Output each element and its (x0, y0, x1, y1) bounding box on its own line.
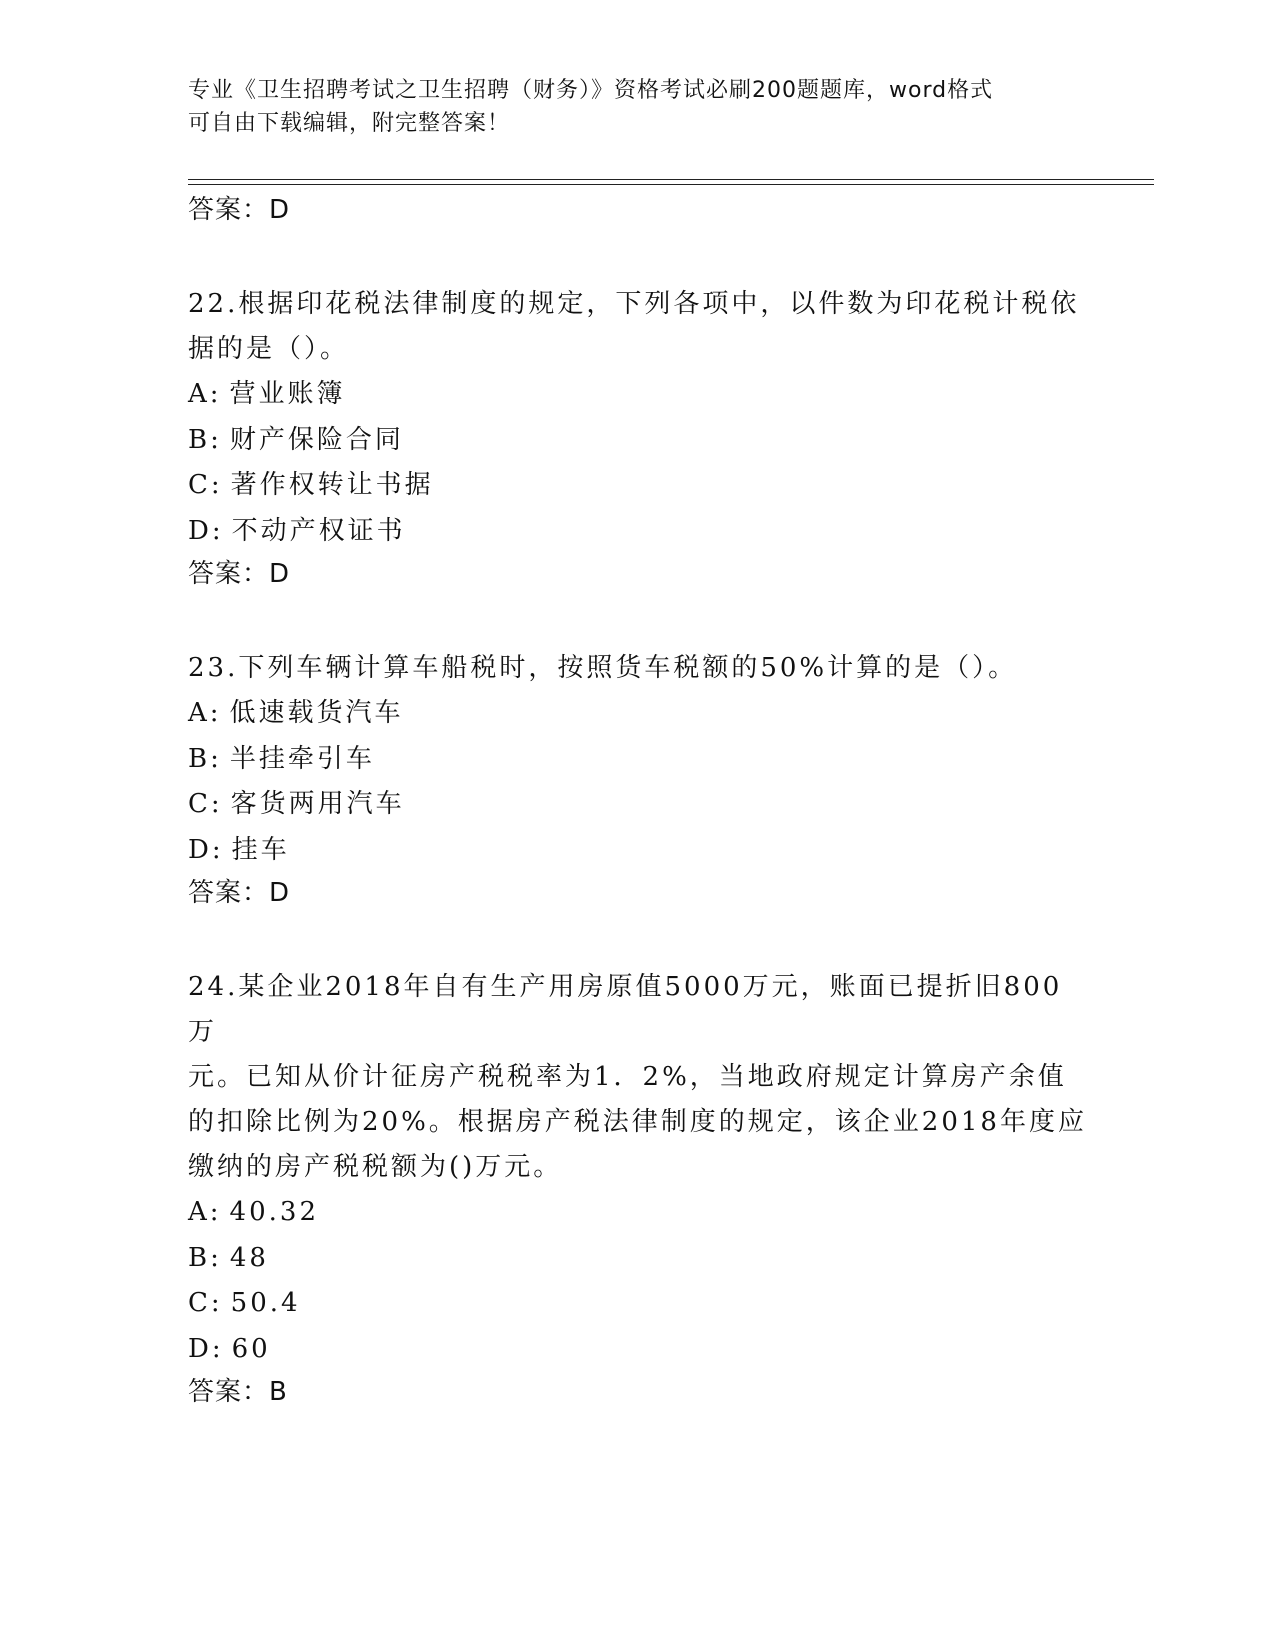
option-text: 客货两用汽车 (230, 789, 405, 819)
option-a (188, 372, 1088, 418)
option-b (188, 418, 1088, 464)
header-line-1: 专业《卫生招聘考试之卫生招聘（财务）》资格考试必刷200题题库，word格式 (188, 78, 994, 103)
option-a (188, 1190, 1088, 1236)
option-letter: C: (188, 1288, 223, 1318)
question-text-line: 23.下列车辆计算车船税时，按照货车税额的50%计算的是（）。 (188, 653, 1018, 683)
question-text (188, 965, 1088, 1190)
option-text: 挂车 (231, 834, 290, 865)
option-a (188, 691, 1088, 737)
question-text-line: 22.根据印花税法律制度的规定，下列各项中，以件数为印花税计税依 (188, 289, 1080, 319)
option-letter: B: (188, 1242, 222, 1273)
question-text-line: 据的是（）。 (188, 334, 350, 364)
answer: 答案：D (188, 878, 291, 908)
question-text-line: 24.某企业2018年自有生产用房原值5000万元，账面已提折旧800万 (188, 972, 1063, 1047)
option-d (188, 509, 1088, 555)
header-divider (188, 179, 1154, 185)
option-letter: A: (188, 698, 222, 728)
question-24 (188, 965, 1088, 1412)
previous-answer: 答案：D (188, 195, 291, 225)
option-letter: B: (188, 424, 222, 455)
header-line-2: 可自由下载编辑，附完整答案！ (188, 111, 511, 136)
option-text: 低速载货汽车 (229, 698, 404, 728)
question-text-line: 缴纳的房产税税额为()万元。 (188, 1152, 563, 1182)
answer: 答案：D (188, 559, 291, 589)
question-text-line: 元。已知从价计征房产税税率为1．2%，当地政府规定计算房产余值 (188, 1062, 1067, 1092)
option-text: 不动产权证书 (231, 515, 406, 546)
option-text: 50.4 (230, 1288, 301, 1318)
option-d (188, 828, 1088, 874)
question-text (188, 646, 1088, 691)
question-22 (188, 282, 1088, 594)
option-text: 财产保险合同 (229, 424, 404, 455)
option-letter: C: (188, 789, 223, 819)
option-text: 著作权转让书据 (230, 470, 434, 500)
option-letter: D: (188, 1333, 224, 1364)
option-letter: A: (188, 1197, 222, 1227)
option-letter: B: (188, 743, 222, 774)
option-text: 48 (229, 1242, 269, 1273)
option-c (188, 463, 1088, 509)
question-list (188, 190, 1088, 1412)
option-letter: D: (188, 834, 224, 865)
question-23 (188, 646, 1088, 913)
document-header (188, 74, 1088, 140)
option-d (188, 1327, 1088, 1373)
option-b (188, 737, 1088, 783)
option-letter: A: (188, 379, 222, 409)
option-c (188, 782, 1088, 828)
option-text: 半挂牵引车 (229, 743, 375, 774)
answer: 答案：B (188, 1377, 288, 1407)
option-c (188, 1281, 1088, 1327)
option-letter: D: (188, 515, 224, 546)
option-text: 营业账簿 (229, 379, 346, 409)
option-text: 40.32 (229, 1197, 319, 1227)
question-text (188, 282, 1088, 372)
option-text: 60 (231, 1333, 271, 1364)
option-letter: C: (188, 470, 223, 500)
option-b (188, 1236, 1088, 1282)
question-text-line: 的扣除比例为20%。根据房产税法律制度的规定，该企业2018年度应 (188, 1107, 1087, 1137)
